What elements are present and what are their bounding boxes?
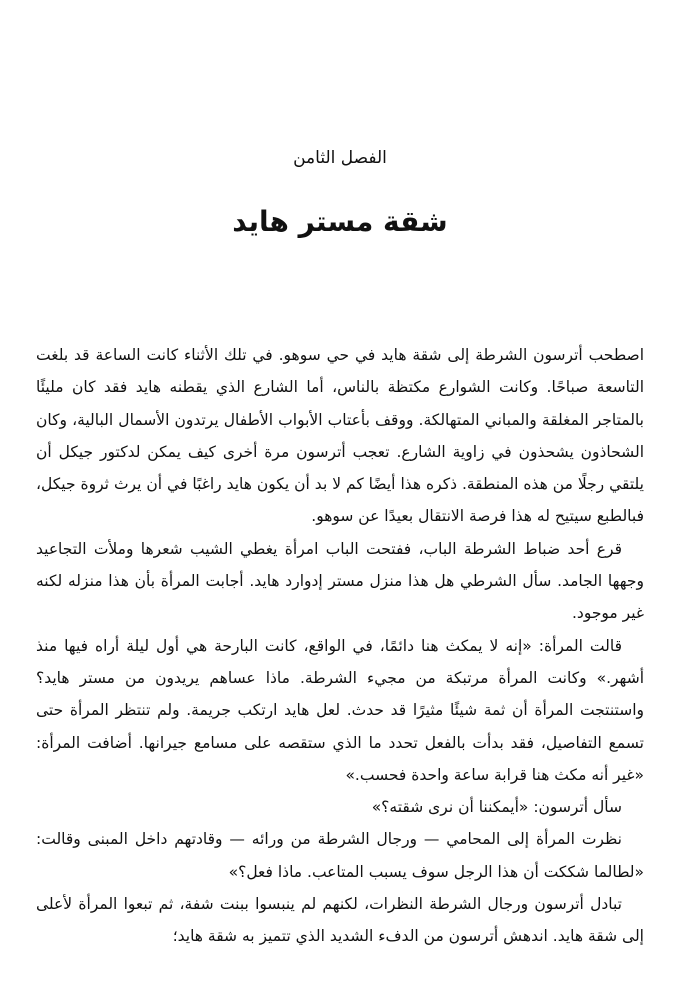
paragraph: سأل أترسون: «أيمكننا أن نرى شقته؟» [371,798,622,817]
paragraph: نظرت المرأة إلى المحامي — ورجال الشرطة من ورائه — وقادتهم داخل المبنى وقالت: «لطالما شككت أن هذا الرجل سوف يسبب المتاعب. ماذا فعل؟» [36,830,644,881]
paragraph: قالت المرأة: «إنه لا يمكث هنا دائمًا، في الواقع، كانت البارحة هي أول ليلة أراه فيها منذ أشهر.» وكانت المرأة مرتبكة من مجيء الشرطة. ماذا عساهم يريدون من مستر هايد؟ واستنتجت المرأة أن ثمة شيئًا مثيرًا قد حدث. لعل هايد ارتكب جريمة. ولم تنتظر المرأة حتى تسمع التفاصيل، فقد بدأت بالفعل تحدد ما الذي ستقصه على مسامع جيرانها. أضافت المرأة: «غير أنه مكث هنا قرابة ساعة واحدة فحسب.» [36,636,644,784]
chapter-body [36,339,644,953]
paragraph: قرع أحد ضباط الشرطة الباب، ففتحت الباب امرأة يغطي الشيب شعرها وملأت التجاعيد وجهها الجامد. سأل الشرطي هل هذا منزل مستر إدوارد هايد. أجابت المرأة بأن هذا منزله لكنه غير موجود. [36,539,644,623]
chapter-label: الفصل الثامن [293,148,387,168]
chapter-title: شقة مستر هايد [232,205,448,238]
paragraph: تبادل أترسون ورجال الشرطة النظرات، لكنهم لم ينبسوا ببنت شفة، ثم تبعوا المرأة لأعلى إلى شقة هايد. اندهش أترسون من الدفء الشديد الذي تتميز به شقة هايد؛ [36,895,644,946]
paragraph: اصطحب أترسون الشرطة إلى شقة هايد في حي سوهو. في تلك الأثناء كانت الساعة قد بلغت التاسعة صباحًا. وكانت الشوارع مكتظة بالناس، أما الشارع الذي يقطنه هايد فقد كان مليئًا بالمتاجر المغلقة والمباني المتهالكة. ووقف بأعتاب الأبواب الأطفال يرتدون الأسمال البالية، وكان الشحاذون يشحذون في زاوية الشارع. تعجب أترسون مرة أخرى كيف يمكن لدكتور جيكل أن يلتقي رجلًا من هذه المنطقة. ذكره هذا أيضًا كم لا بد أن يكون هايد راغبًا في أن يرث ثروة جيكل، فبالطبع سيتيح له هذا فرصة الانتقال بعيدًا عن سوهو. [36,346,644,526]
